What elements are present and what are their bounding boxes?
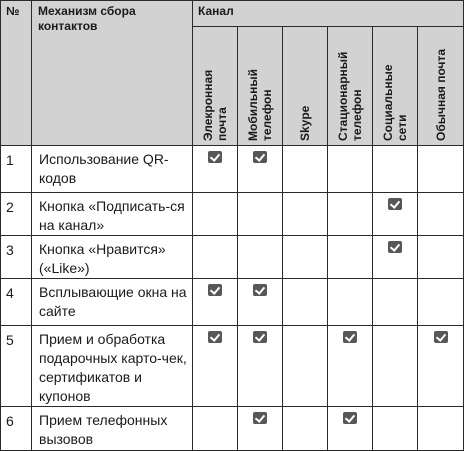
channel-cell: [193, 193, 238, 236]
channel-cell: [373, 236, 418, 279]
channel-cell: [328, 407, 373, 451]
header-channel: Канал: [193, 1, 464, 27]
header-mechanism: Механизм сбора контактов: [32, 1, 193, 146]
header-channel-cell: [328, 27, 373, 146]
channel-cell: [418, 326, 464, 407]
channel-email: Элекронная почта: [201, 69, 229, 141]
header-channel-cell: [373, 27, 418, 146]
table-row: [1, 236, 464, 279]
table-row: [1, 146, 464, 193]
channel-cell: [193, 326, 238, 407]
channel-cell: [238, 279, 283, 326]
row-number: 4: [1, 279, 32, 326]
channel-skype: Skype: [298, 105, 312, 141]
channel-cell: [193, 407, 238, 451]
channel-cell: [328, 326, 373, 407]
channel-cell: [193, 146, 238, 193]
channel-cell: [193, 279, 238, 326]
channel-post: Обычная почта: [433, 48, 448, 141]
channel-cell: [193, 236, 238, 279]
row-mechanism: Кнопка «Подписать-ся на канал»: [32, 193, 193, 236]
row-mechanism: Всплывающие окна на сайте: [32, 279, 193, 326]
channel-cell: [283, 236, 328, 279]
checkmark-icon: [253, 412, 267, 424]
channel-cell: [283, 407, 328, 451]
row-mechanism: Прием и обработка подарочных карто-чек, сертификатов и купонов: [32, 326, 193, 407]
row-number: 2: [1, 193, 32, 236]
row-number: 3: [1, 236, 32, 279]
checkmark-icon: [253, 151, 267, 163]
table-row: [1, 326, 464, 407]
row-mechanism: Прием телефонных вызовов: [32, 407, 193, 451]
checkmark-icon: [208, 151, 222, 163]
channel-cell: [283, 146, 328, 193]
channel-cell: [373, 326, 418, 407]
channel-cell: [328, 279, 373, 326]
channel-cell: [373, 279, 418, 326]
table-body: [1, 146, 464, 451]
checkmark-icon: [208, 284, 222, 296]
channel-cell: [328, 146, 373, 193]
row-number: 5: [1, 326, 32, 407]
table-row: [1, 407, 464, 451]
channel-social: Социальные сети: [381, 64, 409, 141]
table-row: [1, 193, 464, 236]
table-row: [1, 279, 464, 326]
header-channel-cell: [283, 27, 328, 146]
checkmark-icon: [253, 284, 267, 296]
channel-cell: [283, 326, 328, 407]
checkmark-icon: [208, 331, 222, 343]
channel-cell: [238, 326, 283, 407]
channel-cell: [238, 407, 283, 451]
checkmark-icon: [253, 331, 267, 343]
checkmark-icon: [388, 198, 402, 210]
channel-cell: [238, 146, 283, 193]
channel-cell: [283, 193, 328, 236]
channel-cell: [418, 407, 464, 451]
checkmark-icon: [343, 412, 357, 424]
checkmark-icon: [434, 331, 448, 343]
header-num: №: [1, 1, 32, 146]
row-number: 6: [1, 407, 32, 451]
channel-landline: Стационарный телефон: [336, 51, 364, 141]
channel-cell: [418, 193, 464, 236]
row-mechanism: Кнопка «Нравится» («Like»): [32, 236, 193, 279]
channel-cell: [373, 146, 418, 193]
channel-cell: [418, 279, 464, 326]
channel-mobile: Мобильный телефон: [246, 69, 274, 141]
checkmark-icon: [388, 241, 402, 253]
channel-cell: [418, 146, 464, 193]
channel-cell: [418, 236, 464, 279]
row-mechanism: Использование QR-кодов: [32, 146, 193, 193]
channel-cell: [238, 236, 283, 279]
row-number: 1: [1, 146, 32, 193]
channel-cell: [328, 236, 373, 279]
channel-cell: [373, 407, 418, 451]
header-channel-cell: [418, 27, 464, 146]
header-channel-cell: [238, 27, 283, 146]
channel-cell: [283, 279, 328, 326]
channel-cell: [328, 193, 373, 236]
channel-cell: [238, 193, 283, 236]
checkmark-icon: [343, 331, 357, 343]
header-channel-cell: [193, 27, 238, 146]
channel-cell: [373, 193, 418, 236]
